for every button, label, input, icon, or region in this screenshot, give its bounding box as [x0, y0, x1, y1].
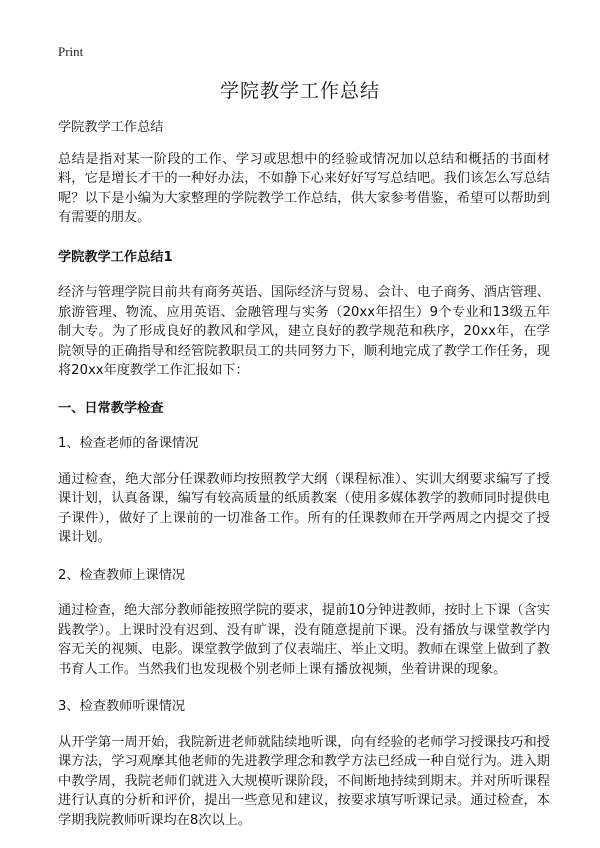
summary-1-paragraph: 经济与管理学院目前共有商务英语、国际经济与贸易、会计、电子商务、酒店管理、旅游管理、物流、应用英语、金融管理与实务（20xx年招生）9个专业和13级五年制大专。为了形成良好的教风和学风，建立良好的教学规范和秩序，20xx年，在学院领导的正确指导和经管院教职员工的共同努力下，顺利地完成了教学工作任务，现将20xx年度教学工作汇报如下：: [58, 285, 550, 378]
item-1-paragraph: 通过检查，绝大部分任课教师均按照教学大纲（课程标准）、实训大纲要求编写了授课计划，认真备课，编写有较高质量的纸质教案（使用多媒体教学的教师同时提供电子课件），做好了上课前的一切准备工作。所有的任课教师在开学两周之内提交了授课计划。: [58, 471, 550, 545]
document-body: [58, 118, 550, 848]
item-3-paragraph: 从开学第一周开始，我院新进老师就陆续地听课，向有经验的老师学习授课技巧和授课方法，学习观摩其他老师的先进教学理念和教学方法已经成一种自觉行为。进入期中教学周，我院老师们就进入大规模听课阶段，不间断地持续到期末。并对所听课程进行认真的分析和评价，提出一些意见和建议，按要求填写听课记录。通过检查，本学期我院教师听课均在8次以上。: [58, 734, 550, 828]
item-3-heading: 3、检查教师听课情况: [58, 699, 186, 714]
intro-paragraph: 总结是指对某一阶段的工作、学习或思想中的经验或情况加以总结和概括的书面材料，它是增长才干的一种好办法，不如静下心来好好写写总结吧。我们该怎么写总结呢？以下是小编为大家整理的学院教学工作总结，供大家参考借鉴，希望可以帮助到有需要的朋友。: [58, 151, 550, 225]
print-button[interactable]: Print: [58, 44, 84, 59]
item-2-paragraph: 通过检查，绝大部分教师能按照学院的要求，提前10分钟进教师，按时上下课（含实践教学）。上课时没有迟到、没有旷课，没有随意提前下课。没有播放与课堂教学内容无关的视频、电影。课堂教学做到了仪表端庄、举止文明。教师在课堂上做到了教书育人工作。当然我们也发现极个别老师上课有播放视频，坐着讲课的现象。: [58, 603, 550, 677]
section-1-heading: 一、日常教学检查: [58, 400, 164, 416]
summary-1-heading: 学院教学工作总结1: [58, 249, 173, 265]
page-title: 学院教学工作总结: [219, 80, 380, 102]
item-1-heading: 1、检查老师的备课情况: [58, 436, 199, 451]
document-subtitle: 学院教学工作总结: [58, 120, 164, 135]
item-2-heading: 2、检查教师上课情况: [58, 567, 186, 583]
